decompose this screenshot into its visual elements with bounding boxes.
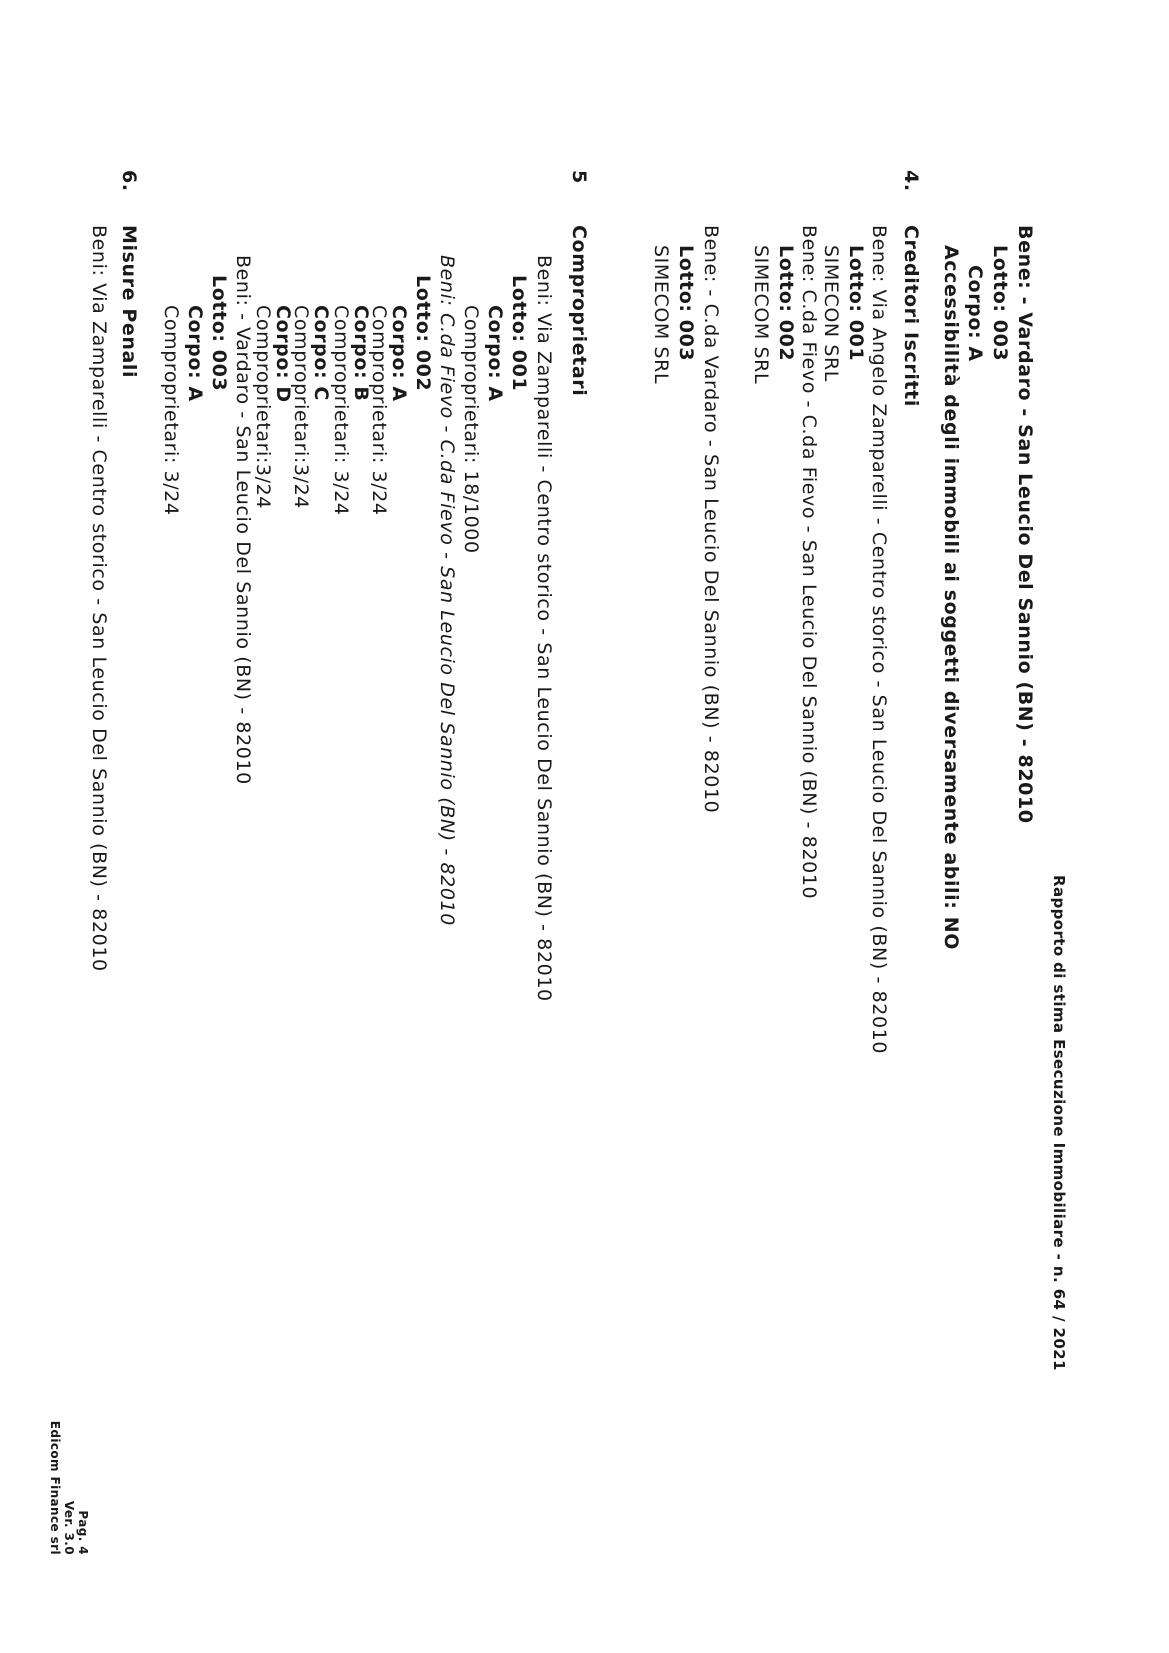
section-4-title: Creditori Iscritti [900, 225, 922, 407]
comproprietari-line: Corpo: C [310, 305, 332, 401]
rotated-content [48, 170, 1100, 1615]
page-footer [48, 1355, 90, 1555]
comproprietari-line: Corpo: B [350, 305, 372, 402]
comproprietari-line: Comproprietari: 3/24 [330, 305, 352, 516]
lotto-line: Lotto: 003 [989, 245, 1011, 362]
section-6-number: 6. [118, 170, 140, 192]
company-name: Edicom Finance srl [48, 1420, 62, 1555]
comproprietari-line: Corpo: D [272, 305, 294, 403]
comproprietari-line: Comproprietari: 3/24 [368, 305, 390, 516]
creditor-line: Bene: - C.da Vardaro - San Leucio Del Sannio (BN) - 82010 [700, 225, 722, 814]
comproprietari-line: Beni: - Vardaro - San Leucio Del Sannio (BN) - 82010 [232, 255, 254, 785]
bene-line: Bene: - Vardaro - San Leucio Del Sannio (BN) - 82010 [1014, 225, 1036, 824]
comproprietari-line: Lotto: 001 [508, 275, 530, 392]
comproprietari-line: Lotto: 003 [208, 275, 230, 392]
section-4-number: 4. [900, 170, 922, 192]
comproprietari-line: Corpo: A [388, 305, 410, 402]
creditor-line: SIMECOM SRL [650, 245, 672, 385]
creditor-line: Lotto: 002 [775, 245, 797, 362]
comproprietari-line: Corpo: A [184, 305, 206, 402]
comproprietari-line: Beni: Via Zamparelli - Centro storico - San Leucio Del Sannio (BN) - 82010 [533, 255, 555, 1002]
creditor-line: Lotto: 001 [845, 245, 867, 362]
corpo-line: Corpo: A [964, 265, 986, 362]
comproprietari-line: Comproprietari: 18/1000 [460, 305, 482, 554]
accessibility-line: Accessibilità degli immobili ai soggetti diversamente abili: NO [940, 245, 962, 950]
section-5-number: 5 [568, 170, 590, 184]
creditor-line: SIMECOM SRL [750, 245, 772, 385]
version: Ver. 3.0 [62, 1500, 76, 1555]
report-header: Rapporto di stima Esecuzione Immobiliare - n. 64 / 2021 [1050, 875, 1068, 1371]
creditor-line: Bene: C.da Fievo - C.da Fievo - San Leucio Del Sannio (BN) - 82010 [798, 225, 820, 900]
page-number: Pag. 4 [76, 1510, 90, 1555]
section-5-title: Comproprietari [568, 225, 590, 397]
comproprietari-line: Comproprietari: 3/24 [160, 305, 182, 516]
creditor-line: Bene: Via Angelo Zamparelli - Centro storico - San Leucio Del Sannio (BN) - 82010 [868, 225, 890, 1055]
creditor-line: Lotto: 003 [675, 245, 697, 362]
comproprietari-line: Corpo: A [484, 305, 506, 402]
comproprietari-line: Lotto: 002 [412, 275, 434, 392]
creditor-line: SIMECON SRL [820, 245, 842, 382]
comproprietari-line: Comproprietari:3/24 [290, 305, 312, 509]
misure-penali-line: Beni: Via Zamparelli - Centro storico - San Leucio Del Sannio (BN) - 82010 [88, 225, 110, 972]
section-6-title: Misure Penali [118, 225, 140, 379]
comproprietari-line: Beni: C.da Fievo - C.da Fievo - San Leucio Del Sannio (BN) - 82010 [436, 255, 458, 926]
comproprietari-line: Comproprietari:3/24 [252, 305, 274, 509]
